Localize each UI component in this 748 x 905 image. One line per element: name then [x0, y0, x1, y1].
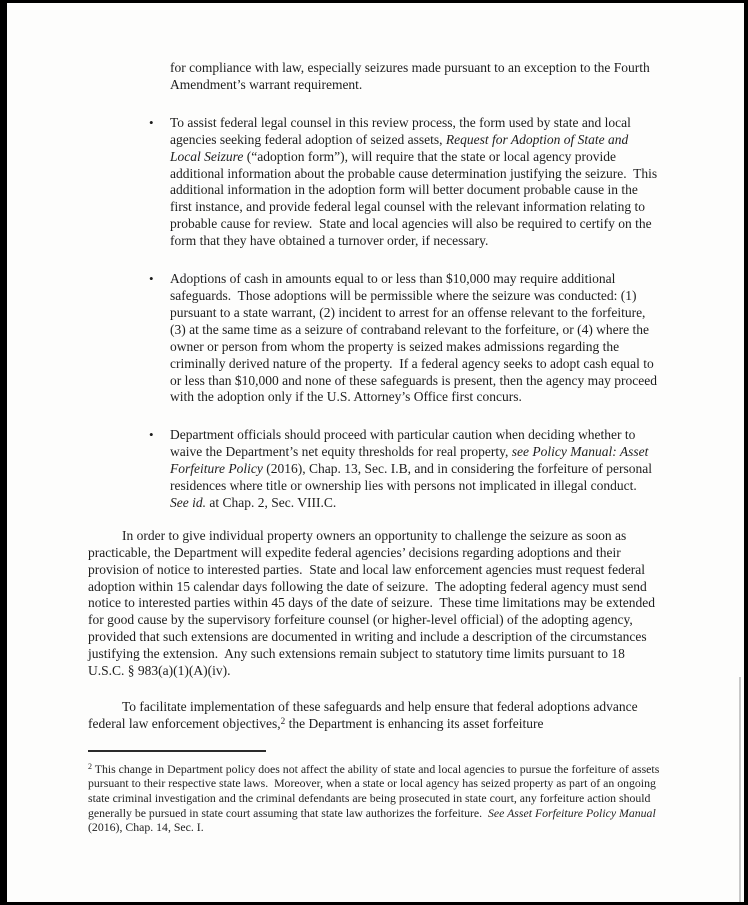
bullet-text: To assist federal legal counsel in this review process, the form used by state and local agencies seeking federal adoption of seized assets, Request for Adoption of State and Local Seizure (“adoption form”), will require that the state or local agency provide additional information about the probable cause determination justifying the seizure. This additional information in the adoption form will better document probable cause in the first instance, and provide federal legal counsel with the relevant information relating to probable cause for review. State and local agencies will also be required to certify on the form that they have obtained a turnover order, if necessary. [170, 114, 661, 249]
bullet-marker: • [149, 427, 154, 443]
bullet-item-real-property [149, 427, 662, 512]
bullet-text: Department officials should proceed with particular caution when deciding whether to waive the Department’s net equity thresholds for real property, see Policy Manual: Asset Forfeiture Policy (2016), Chap. 13, Sec. I.B, and in considering the forfeiture of personal residences where title or ownership lies with persons not implicated in illegal conduct. See id. at Chap. 2, Sec. VIII.C. [170, 427, 656, 510]
paragraph-facilitate: To facilitate implementation of these safeguards and help ensure that federal adoptions advance federal law enforcement objectives,$^2$ the Department is enhancing its asset forfeiture [88, 699, 641, 731]
bullet-text: Adoptions of cash in amounts equal to or less than $10,000 may require additional safeguards. Those adoptions will be permissible where the seizure was conducted: (1) pursuant to a state warrant, (2) incident to arrest for an offense relevant to the forfeiture, (3) at the same time as a seizure of contraband relevant to the forfeiture, or (4) where the owner or person from whom the property is seized makes admissions regarding the criminally derived nature of the property. If a federal agency seeks to adopt cash equal to or less than $10,000 and none of these safeguards is present, then the agency may proceed with the adoption only if the U.S. Attorney’s Office first concurs. [170, 271, 661, 405]
bullet-marker: • [149, 271, 154, 287]
paragraph-continuation: for compliance with law, especially seizures made pursuant to an exception to the Fourth Amendment’s warrant requirement. [170, 60, 653, 92]
footnote-separator [88, 750, 266, 752]
footnote-2: $^2$ This change in Department policy does not affect the ability of state and local agencies to pursue the forfeiture of assets pursuant to their respective state laws. Moreover, when a state or local agency has seized property as part of an ongoing state criminal investigation and the criminal defendants are being prosecuted in state court, any forfeiture action should generally be pursued in state court assuming that state law authorizes the forfeiture. See Asset Forfeiture Policy Manual (2016), Chap. 14, Sec. I. [88, 761, 663, 835]
bullet-marker: • [149, 114, 154, 130]
page-content [88, 60, 663, 835]
bullet-item-cash-adoptions [149, 271, 662, 406]
scan-artifact-line [739, 677, 741, 902]
bullet-item-adoption-form [149, 114, 662, 250]
paragraph-time-limits: In order to give individual property owners an opportunity to challenge the seizure as soon as practicable, the Department will expedite federal agencies’ decisions regarding adoptions and their provision of notice to interested parties. State and local law enforcement agencies must request federal adoption within 15 calendar days following the date of seizure. The adopting federal agency must send notice to interested parties within 45 days of the date of seizure. These time limitations may be extended for good cause by the supervisory forfeiture counsel (or higher-level official) of the adopting agency, provided that such extensions are documented in writing and include a description of the circumstances justifying the extension. Any such extensions remain subject to statutory time limits pursuant to 18 U.S.C. § 983(a)(1)(A)(iv). [88, 527, 659, 679]
document-page [7, 3, 744, 902]
